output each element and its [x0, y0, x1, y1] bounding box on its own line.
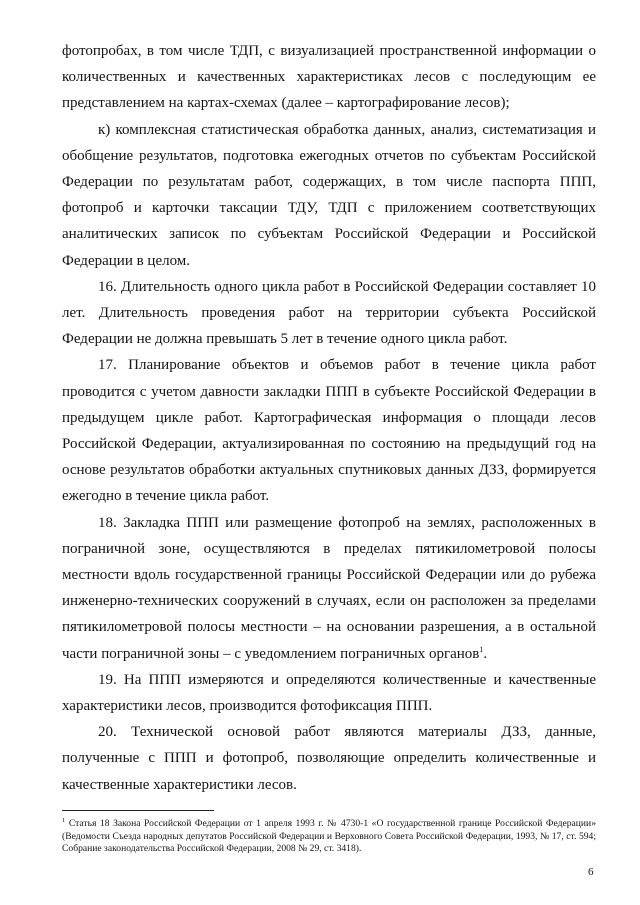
paragraph-17: 17. Планирование объектов и объемов работ в течение цикла работ проводится с учетом давности закладки ППП в субъекте Российской Федерации в предыдущем цикле работ. Картографическая информация о площади лесов Российской Федерации, актуализированная по состоянию на предыдущий год на основе результатов обработки актуальных спутниковых данных ДЗЗ, формируется ежегодно в течение цикла работ. [62, 357, 596, 505]
paragraph-16: 16. Длительность одного цикла работ в Российской Федерации составляет 10 лет. Длительность проведения работ на территории субъекта Российской Федерации не должна превышать 5 лет в течение одного цикла работ. [62, 278, 596, 348]
paragraph-18 [62, 510, 596, 667]
footnote-text: Статья 18 Закона Российской Федерации от 1 апреля 1993 г. № 4730-1 «О государственной границе Российской Федерации» (Ведомости Съезда народных депутатов Российской Федерации и Верховного Совета Российской Федерации, 1993, № 17, ст. 594; Собрание законодательства Российской Федерации, 2008 № 29, ст. 3418). [62, 818, 596, 855]
footnote-separator [62, 810, 214, 811]
footnote-marker: 1 [62, 816, 66, 824]
paragraph-20: 20. Технической основой работ являются материалы ДЗЗ, данные, полученные с ППП и фотопроб, позволяющие определить количественные и качественные характеристики лесов. [62, 724, 596, 793]
paragraph-18-text: 18. Закладка ППП или размещение фотопроб на землях, расположенных в пограничной зоне, осуществляются в пределах пятикилометровой полосы местности вдоль государственной границы Российской Федерации или до рубежа инженерно-технических сооружений в случаях, если он расположен за пределами пятикилометровой полосы местности – на основании разрешения, а в остальной части пограничной зоны – с уведомлением пограничных органов [62, 514, 596, 662]
paragraph-k: к) комплексная статистическая обработка данных, анализ, систематизация и обобщение результатов, подготовка ежегодных отчетов по субъектам Российской Федерации по результатам работ, содержащих, в том числе паспорта ППП, фотопроб и карточки таксации ТДУ, ТДП с приложением соответствующих аналитических записок по субъектам Российской Федерации и Российской Федерации в целом. [62, 121, 596, 269]
footnote-reference[interactable]: 1 [479, 644, 484, 654]
document-body [62, 38, 596, 798]
paragraph-19: 19. На ППП измеряются и определяются количественные и качественные характеристики лесов, производится фотофиксация ППП. [62, 671, 596, 715]
paragraph-continuation: фотопробах, в том числе ТДП, с визуализацией пространственной информации о количественных и качественных характеристиках лесов с последующим ее представлением на картах-схемах (далее – картографирование лесов); [62, 43, 596, 112]
paragraph-18-tail: . [483, 645, 488, 662]
page-number: 6 [588, 866, 594, 878]
footnote [62, 818, 596, 856]
